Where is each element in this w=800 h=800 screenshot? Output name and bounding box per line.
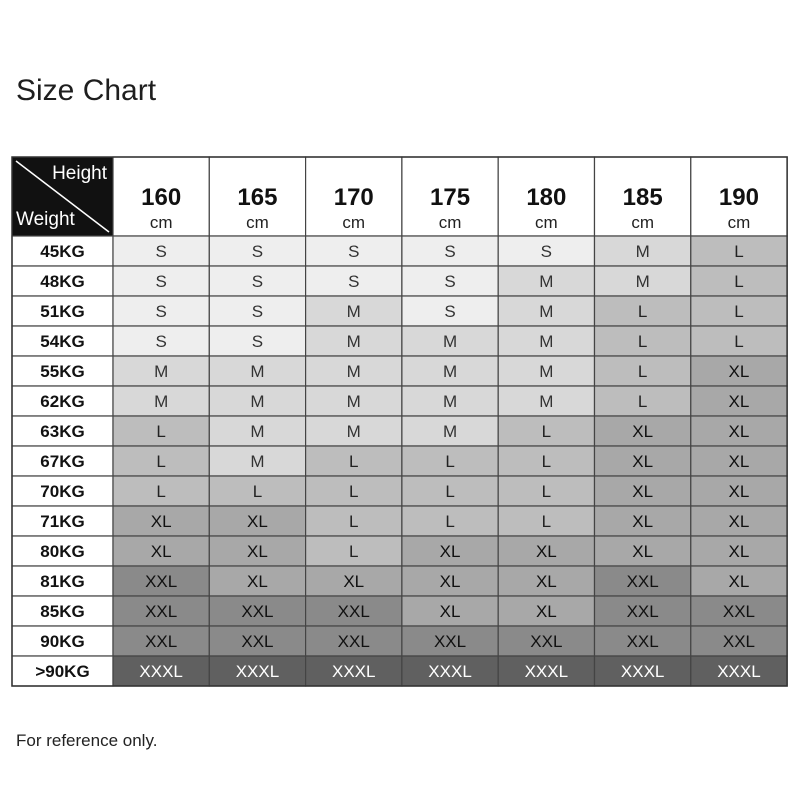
size-cell-label: L [156,452,166,471]
size-cell-label: M [539,362,554,381]
corner-row-header: Weight [16,209,75,230]
column-header-unit: cm [438,213,462,232]
size-cell-label: M [250,362,265,381]
size-cell-label: M [539,332,554,351]
row-header-weight: 85KG [40,602,85,621]
size-cell-label: L [541,482,552,501]
size-cell-label: S [348,272,360,291]
size-cell-label: XXL [241,602,274,621]
size-cell-label: M [635,272,650,291]
size-cell-label: XXXL [428,662,472,681]
size-cell-label: S [251,302,264,321]
size-cell-label: L [637,362,648,381]
column-header-unit: cm [631,213,654,232]
size-cell-label: L [734,302,744,321]
size-cell-label: M [250,392,265,411]
size-cell-label: M [635,242,650,261]
size-cell-label: XL [632,512,654,531]
row-header-weight: 63KG [40,422,85,441]
size-cell-label: S [155,332,167,351]
size-cell-label: S [155,302,167,321]
size-cell-label: XXL [530,632,563,651]
size-cell-label: L [734,332,744,351]
size-cell-label: XXL [722,602,756,621]
size-cell-label: XXXL [235,662,280,681]
row-header-weight: 71KG [40,512,85,531]
size-cell-label: XL [632,452,654,471]
size-cell-label: XL [343,572,365,591]
size-cell-label: L [541,512,552,531]
column-header-height: 170 [333,184,374,211]
column-header-height: 160 [141,184,182,211]
size-cell-label: M [442,332,458,351]
size-cell-label: M [442,422,458,441]
size-cell-label: XXL [433,632,467,651]
row-header-weight: 90KG [40,632,85,651]
size-cell-label: M [154,392,169,411]
column-header-unit: cm [535,213,558,232]
size-cell-label: M [346,362,361,381]
size-cell-label: L [349,482,359,501]
size-cell-label: S [348,242,360,261]
size-cell-label: XL [247,542,268,561]
size-cell-label: M [346,422,361,441]
size-cell-label: L [156,482,166,501]
size-cell-label: XL [150,512,172,531]
size-cell-label: XL [439,542,461,561]
size-cell-label: L [734,242,744,261]
size-cell-label: S [540,242,553,261]
size-cell-label: XL [632,482,654,501]
size-cell-label: XXL [145,632,178,651]
size-cell-label: L [637,392,648,411]
column-header-height: 180 [526,184,567,211]
size-cell-label: XL [728,362,750,381]
row-header-weight: 80KG [40,542,85,561]
size-cell-label: L [541,452,552,471]
column-header-height: 185 [622,184,663,211]
row-header-weight: 67KG [40,452,85,471]
corner-column-header: Height [52,163,107,184]
size-cell-label: M [442,392,458,411]
column-header-unit: cm [246,213,269,232]
column-header-height: 175 [430,184,471,211]
size-cell-label: XL [439,602,461,621]
size-cell-label: XL [728,542,750,561]
size-cell-label: L [445,482,455,501]
reference-note: For reference only. [16,731,158,750]
row-header-weight: 81KG [40,572,85,591]
size-cell-label: S [251,242,264,261]
size-cell-label: XL [728,482,750,501]
column-header-unit: cm [342,213,366,232]
size-cell-label: XL [728,452,750,471]
size-cell-label: XXXL [717,662,761,681]
size-cell-label: XXL [241,632,274,651]
size-cell-label: M [346,392,361,411]
size-cell-label: L [541,422,552,441]
size-cell-label: S [444,272,456,291]
size-cell-label: XXL [145,602,178,621]
size-cell-label: XXXL [524,662,569,681]
size-cell-label: L [156,422,166,441]
size-cell-label: M [539,302,554,321]
size-cell-label: S [444,242,456,261]
size-cell-label: XL [439,572,461,591]
column-header-height: 190 [718,184,759,211]
size-cell-label: XL [728,512,750,531]
row-header-weight: >90KG [35,662,90,681]
size-cell-label: XXXL [139,662,183,681]
column-header-height: 165 [237,184,278,211]
row-header-weight: 62KG [40,392,85,411]
size-cell-label: S [155,242,167,261]
size-cell-label: XXXL [332,662,376,681]
size-cell-label: L [637,302,648,321]
size-cell-label: M [442,362,458,381]
size-cell-label: M [539,392,554,411]
size-cell-label: XL [247,572,268,591]
size-cell-label: XL [632,422,654,441]
size-cell-label: XXL [626,572,659,591]
size-cell-label: M [539,272,554,291]
column-header-unit: cm [727,213,751,232]
row-header-weight: 54KG [40,332,85,351]
size-cell-label: XL [728,422,750,441]
row-header-weight: 55KG [40,362,85,381]
size-cell-label: XL [535,602,557,621]
size-cell-label: XL [728,392,750,411]
size-cell-label: XXL [145,572,178,591]
size-cell-label: XXL [626,632,659,651]
size-cell-label: M [346,302,361,321]
size-cell-label: S [444,302,456,321]
size-cell-label: L [637,332,648,351]
size-cell-label: XL [535,572,557,591]
size-cell-label: XL [535,542,557,561]
size-cell-label: M [346,332,361,351]
size-cell-label: XXL [626,602,659,621]
size-cell-label: XXXL [620,662,665,681]
size-cell-label: M [250,452,265,471]
size-cell-label: XL [247,512,268,531]
row-header-weight: 51KG [40,302,85,321]
size-cell-label: XXL [722,632,756,651]
size-cell-label: M [154,362,169,381]
row-header-weight: 48KG [40,272,85,291]
size-cell-label: L [445,452,455,471]
size-cell-label: XL [728,572,750,591]
size-cell-label: XL [150,542,172,561]
row-header-weight: 45KG [40,242,85,261]
size-cell-label: L [349,512,359,531]
size-cell-label: L [734,272,744,291]
size-cell-label: S [251,272,264,291]
size-cell-label: XXL [337,602,370,621]
size-cell-label: XL [632,542,654,561]
size-cell-label: M [250,422,265,441]
size-cell-label: S [155,272,167,291]
row-header-weight: 70KG [40,482,85,501]
size-cell-label: L [445,512,455,531]
size-cell-label: XXL [337,632,370,651]
size-cell-label: L [349,452,359,471]
size-cell-label: S [251,332,264,351]
size-cell-label: L [252,482,263,501]
size-cell-label: L [349,542,359,561]
column-header-unit: cm [149,213,173,232]
chart-title: Size Chart [16,74,157,107]
